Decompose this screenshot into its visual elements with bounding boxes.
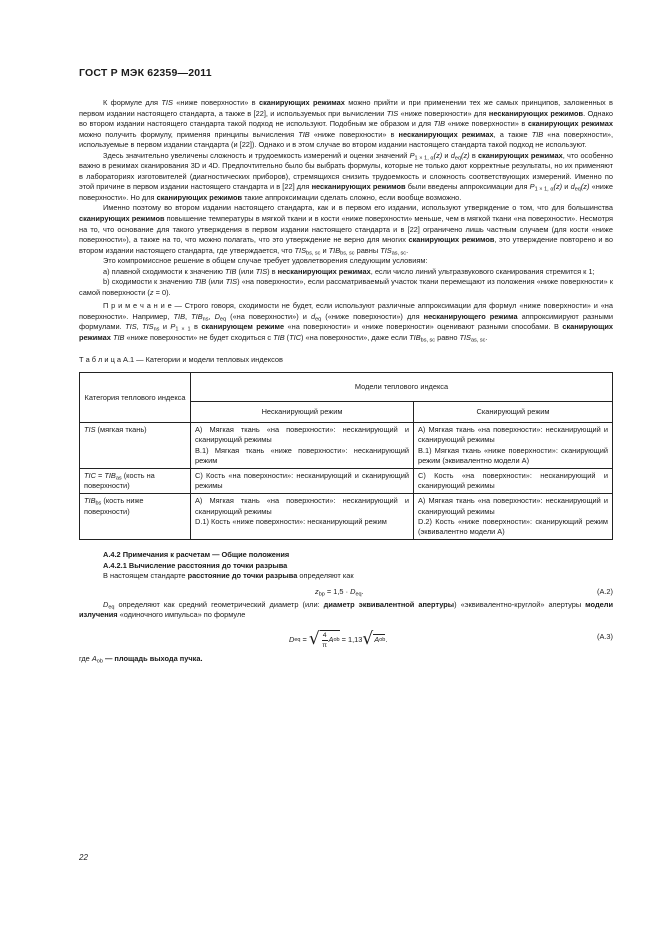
row-scan: С) Кость «на поверхности»: несканирующий и сканирующий режимы bbox=[414, 468, 613, 493]
paragraph-4: Это компромиссное решение в общем случае требует удовлетворения следующим условиям: bbox=[103, 256, 428, 266]
note: П р и м е ч а н и е — Строго говоря, сходимости не будет, если используют различные аппроксимации для формул «ниже поверхности» и «на поверхности». Например, TIB, $TIB_{ns}$, $D_{eq}$ («на поверхности») и $d_{eq}$ («ниже поверхности») для несканирующего режима аппроксимируют разными формулами. TIS, $TIS_{ns}$ и $P_{1 \times 1}$ в сканирующем режиме «на поверхности» и «ниже поверхности» оценивают разными способами. В сканирующих режимах TIB «ниже поверхности» не будет сходиться с TIB (TIC) «на поверхности», даже если $TIB_{bs, sc}$ равно $TIS_{as, sc}$. bbox=[79, 301, 613, 344]
row-nonscan: А) Мягкая ткань «на поверхности»: несканирующий и сканирующий режимы В.1) Мягкая ткань «ниже поверхности»: несканирующий режим bbox=[191, 423, 414, 469]
table-row bbox=[80, 494, 613, 540]
paragraph-1: К формуле для TIS «ниже поверхности» в сканирующих режимах можно прийти и при применении тех же самых принципов, заложенных в первом издании настоящего стандарта, а также в [22], и используемых при вычислении TIS «ниже поверхности» для несканирующих режимов. Однако во втором издании настоящего стандарта такой подход не используют. Подобным же образом и для TIB «ниже поверхности» в сканирующих режимах можно получить формулу, применяя принципы вычисления TIB «ниже поверхности» в несканирующих режимах, а также TIB «на поверхности», используемые в первом издании стандарта (и [22]). Однако и в этом случае во втором издании настоящего стандарта такой подход не используют. bbox=[79, 98, 614, 150]
row-nonscan: С) Кость «на поверхности»: несканирующий и сканирующий режимы bbox=[191, 468, 414, 493]
deq-definition: $D_{eq}$ определяют как средний геометрический диаметр (или: диаметр эквивалентной апертуры) «эквивалентно-круглой» апертуры модели излучения «одиночного импульса» по формуле bbox=[79, 599, 613, 620]
where-clause: где $A_{ob}$ — площадь выхода пучка. bbox=[79, 653, 203, 665]
formula-a3-expression: D eq = √ $\frac{4}{\pi}$ A ob = 1,13 √ A ob . bbox=[289, 629, 388, 650]
row-category: $TIB_{bs}$ (кость ниже поверхности) bbox=[80, 494, 191, 540]
section-a-4-2: А.4.2 Примечания к расчетам — Общие положения bbox=[103, 550, 290, 560]
thermal-index-table bbox=[79, 372, 613, 540]
header-category: Категория теплового индекса bbox=[80, 373, 191, 423]
page-body bbox=[79, 98, 613, 664]
row-scan: А) Мягкая ткань «на поверхности»: несканирующий и сканирующий режимы D.2) Кость «ниже поверхности»: сканирующий режим (эквивалентно модели А) bbox=[414, 494, 613, 540]
formula-a2-expression: $z_{bp} = 1,5 \cdot D_{eq}$. bbox=[315, 586, 364, 598]
header-scan: Сканирующий режим bbox=[414, 402, 613, 423]
condition-a: а) плавной сходимости к значению TIB (или TIS) в несканирующих режимах, если число линий ультразвукового сканирования стремится к 1; bbox=[103, 266, 595, 276]
condition-b: b) сходимости к значению TIB (или TIS) «на поверхности», если рассматриваемый участок ткани перемещают из положения «ниже поверхности» к самой поверхности (z = 0). bbox=[79, 277, 613, 297]
formula-a2-number: (A.2) bbox=[596, 586, 613, 596]
page-header: ГОСТ Р МЭК 62359—2011 bbox=[79, 67, 212, 79]
row-nonscan: А) Мягкая ткань «на поверхности»: несканирующий и сканирующий режимы D.1) Кость «ниже поверхности»: несканирующий режим bbox=[191, 494, 414, 540]
row-scan: А) Мягкая ткань «на поверхности»: несканирующий и сканирующий режимы В.1) Мягкая ткань «ниже поверхности»: сканирующий режим (эквивалентно модели А) bbox=[414, 423, 613, 469]
table-caption: Т а б л и ц а А.1 — Категории и модели тепловых индексов bbox=[79, 354, 283, 364]
row-category: TIS (мягкая ткань) bbox=[80, 423, 191, 469]
paragraph-2: Здесь значительно увеличены сложность и трудоемкость измерений и оценки значений $P_{1 \times 1, \alpha}(z)$ и $d_{eq}(z)$ в сканирующих режимах, что особенно важно в режимах сканирования 3D и 4D. Предпочтительно было бы выбрать формулы, которые не только дают корректные результаты, но их применяют в лабораториях изготовителей (диагностических приборов), стремящихся снизить трудоемкость и сложность соответствующих измерений. Именно по этой причине в первом издании настоящего стандарта и в [22] для несканирующих режимов были введены аппроксимации для $P_{1 \times 1, \alpha}(z)$ и $d_{eq}(z)$ «ниже поверхности». Но для сканирующих режимов такие аппроксимации сделать сложно, если вообще возможно. bbox=[79, 150, 613, 202]
formula-a2 bbox=[79, 584, 613, 600]
paragraph-3: Именно поэтому во втором издании настоящего стандарта, как и в первом его издании, используют утверждение о том, что для большинства сканирующих режимов повышение температуры в мягкой ткани и в кости «ниже поверхности» меньше, чем в мягкой ткани «на поверхности». Несмотря на то, что основание для такого утверждения в первом издании настоящего стандарта и в [22] ограничено лишь частным случаем (для кости «ниже поверхности»), а также на то, что можно полагать, что это утверждение не верно для многих сканирующих режимов, это утверждение повторено и во втором издании настоящего стандарта, где утверждается, что $TIS_{bs, sc}$ и $TIB_{bs, sc}$ равны $TIS_{as, sc}$. bbox=[79, 203, 614, 257]
sqrt-symbol: √ $\frac{4}{\pi}$ A ob bbox=[308, 629, 340, 650]
formula-a3-number: (A.3) bbox=[596, 631, 613, 641]
page-number: 22 bbox=[79, 853, 88, 862]
formula-a3 bbox=[79, 624, 613, 654]
section-a-4-2-1: А.4.2.1 Вычисление расстояния до точки разрыва bbox=[103, 560, 288, 570]
breakpoint-definition: В настоящем стандарте расстояние до точки разрыва определяют как bbox=[103, 571, 354, 581]
header-models: Модели теплового индекса bbox=[191, 373, 613, 402]
sqrt-symbol: √ A ob bbox=[362, 629, 386, 650]
table-row bbox=[80, 423, 613, 469]
header-nonscan: Несканирующий режим bbox=[191, 402, 414, 423]
row-category: TIC = $TIB_{as}$ (кость на поверхности) bbox=[80, 468, 191, 493]
table-row bbox=[80, 468, 613, 493]
